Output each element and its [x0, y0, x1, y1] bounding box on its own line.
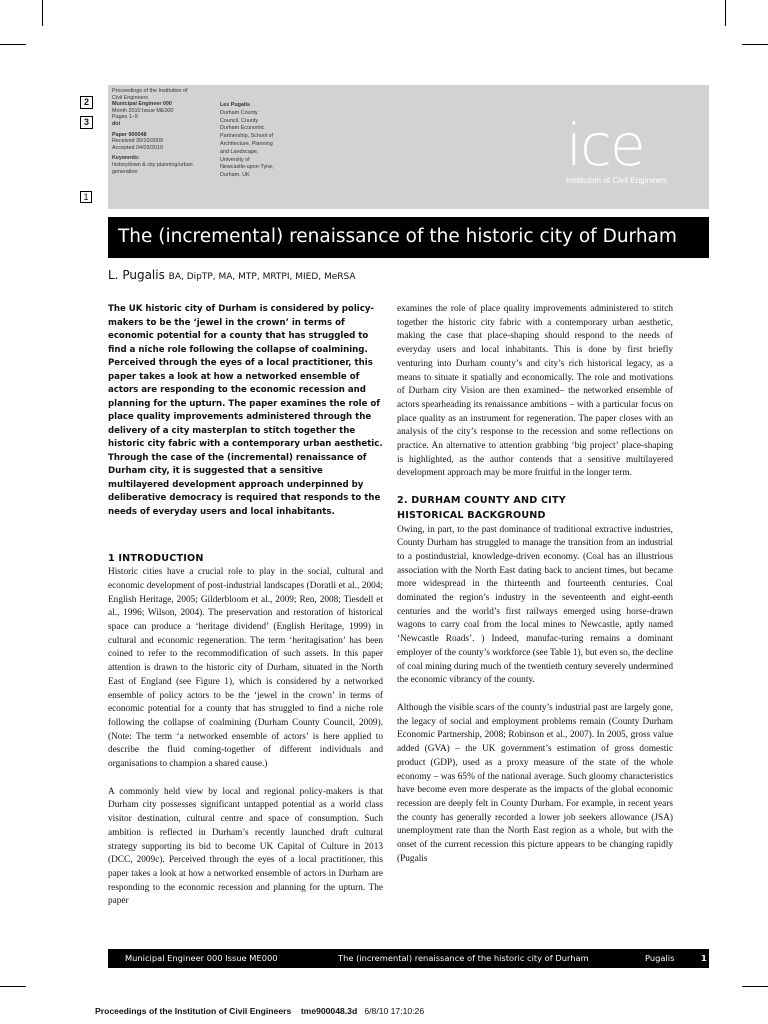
accepted-date: Accepted 04/03/2010 — [112, 144, 163, 151]
crop-mark — [742, 44, 768, 45]
issue-line: Month 2010 Issue ME000 — [112, 107, 174, 114]
section-heading: 1 INTRODUCTION — [108, 553, 204, 564]
received-date: Received 30/10/2009 — [112, 138, 163, 145]
journal-name: Municipal Engineer 000 — [112, 101, 172, 108]
article-metadata — [112, 88, 208, 175]
slug-datetime: 6/8/10 17:10:26 — [364, 1006, 425, 1016]
author-line — [108, 268, 356, 282]
author-credentials: BA, DipTP, MA, MTP, MRTPI, MIED, MeRSA — [168, 272, 356, 282]
crop-mark — [0, 44, 26, 45]
affiliation-line: Durham Economic — [220, 125, 265, 132]
affiliation-line: and Landscape, — [220, 148, 259, 155]
paragraph: Historic cities have a crucial role to play in the social, cultural and economic development of post-industrial landscapes (Doratli et al., 2004; English Heritage, 2005; Gilderbloom et al., 2009; Ren, 2008; Tiesdell et al., 1996; Wilson, 2004). The preservation and restoration of historical space can produce a ‘heritage dividend’ (English Heritage, 1999) in cultural and economic regeneration. The term ‘heritagisation’ has been coined to refer to the recommodification of such assets. In this paper attention is drawn to the historic city of Durham, situated in the North East of England (see Figure 1), which is considered by a networked ensemble of policy actors to be the ‘jewel in the crown’ in terms of economic potential for a county that has struggled to find a niche role following the collapse of coalmining (Durham County Council, 2009). (Note: The term ‘a networked ensemble of actors’ is here applied to describe the fluid coming-together of different individuals and organisations to champion a shared cause.) — [108, 567, 383, 770]
proceedings-line-2: Civil Engineers — [112, 94, 148, 101]
logo-subtitle: Institution of Civil Engineers — [566, 176, 668, 185]
affiliation-line: Newcastle-upon-Tyne, — [220, 164, 274, 171]
paragraph: examines the role of place quality improvements administered to stitch together the historic city fabric with a contemporary urban aesthetic, making the case that place-shaping should respond to the needs of everyday users and local inhabitants. This is done by first briefly venturing into Durham county’s and city’s rich historical legacy, as a means to situate it spatially and economically. The role and motivations of Durham city Vision are then examined– the networked ensemble of actors spearheading its renaissance ambitions – with a particular focus on place quality as an instrument for regeneration. The paper closes with an analysis of the city’s response to the recession and some reflections on practice. An alternative to attention grabbing ‘big project’ place-shaping is highlighted, as the author contends that a sensitive multilayered development approach may be more fruitful in the longer term. — [397, 304, 673, 479]
margin-marker: 2 — [80, 96, 93, 109]
crop-mark — [42, 0, 43, 26]
doi-line: doi — [112, 120, 121, 127]
footer-journal: Municipal Engineer 000 Issue ME000 — [125, 953, 278, 963]
crop-mark — [742, 986, 768, 987]
affiliation-line: Durham County — [220, 109, 258, 116]
margin-marker: 3 — [80, 116, 93, 129]
keywords-label: Keywords: — [112, 155, 140, 162]
slug-proceedings: Proceedings of the Institution of Civil Engineers — [95, 1006, 292, 1016]
paragraph: Owing, in part, to the past dominance of traditional extractive industries, County Durham has struggled to manage the transition from an industrial to a postindustrial, knowledge-driven economy. (Coal has an illustrious association with the North East dating back to ancient times, but became more widespread in the thirteenth and fourteenth centuries. Coal dominated the region’s industry in the seventeenth and eight-eenth centuries and the world’s first railways emerged using horse-drawn wagons to carry coal from the local mines to Newcastle, aptly named ‘Newcastle Roads’. ) Indeed, manufac-turing remains a dominant employer of the county’s workforce (see Table 1), but even so, the decline of coal mining during much of the twentieth century severely undermined the economic vibrancy of the county. — [397, 524, 673, 686]
author-affiliation — [220, 102, 300, 180]
footer-title: The (incremental) renaissance of the historic city of Durham — [338, 953, 589, 963]
affiliation-line: University of — [220, 156, 250, 163]
ice-logo — [566, 111, 694, 185]
slug-file: tme900048.3d — [300, 1006, 358, 1016]
pages-line: Pages 1–9 — [112, 114, 138, 121]
logo-wordmark: ice — [566, 111, 644, 179]
abstract: The UK historic city of Durham is considered by policy-makers to be the ‘jewel in the crown’ in terms of economic potential for a county that has struggled to find a niche role following the collapse of coalmining. Perceived through the eyes of a local practitioner, this paper takes a look at how a networked ensemble of actors are responding to the economic recession and planning for the upturn. The paper examines the role of place quality improvements administered through the delivery of a city masterplan to stitch together the historic city fabric with a contemporary urban aesthetic. Through the case of the (incremental) renaissance of Durham city, it is suggested that a sensitive multilayered development approach underpinned by deliberative democracy is required that responds to the needs of everyday users and local inhabitants. — [108, 304, 383, 517]
affiliation-line: Council, County — [220, 117, 259, 124]
footer-author: Pugalis — [645, 953, 675, 963]
affiliation-line: Durham, UK — [220, 172, 250, 179]
right-column — [397, 303, 673, 866]
paragraph: Although the visible scars of the county’s industrial past are largely gone, the legacy of social and employment problems remain (County Durham Economic Partnership, 2008; Robinson et al., 2007). In 2005, gross value added (GVA) – the UK government’s estimation of gross domestic product (GDP), used as a proxy measure of the state of the whole economy – was 65% of the national average. Such gloomy characteristics have become even more desperate as the impacts of the global economic recession are deeply felt in County Durham. For example, in recent years the county has generally recorded a lower job seekers allowance (JSA) unemployment rate than the North East region as a whole, but with the onset of the current recession this picture appears to be changing rapidly (Pugalis — [397, 702, 673, 864]
keywords-line-2: generation — [112, 168, 138, 175]
crop-mark — [725, 0, 726, 26]
print-slug — [95, 1006, 424, 1016]
paragraph: A commonly held view by local and regional policy-makers is that Durham city possesses significant untapped potential as a world class visitor destination, cultural centre and space of consumption. Such ambition is reflected in Durham’s recently launched draft cultural strategy supporting its bid to become UK Capital of Culture in 2013 (DCC, 2009c). Perceived through the eyes of a local practitioner, this paper takes a look at how a networked ensemble of actors in Durham are responding to the economic recession and planning for the upturn. The paper — [108, 786, 383, 907]
margin-marker: 1 — [80, 191, 92, 203]
keywords-line-1: history/town & city planning/urban — [112, 161, 193, 168]
page-number: 1 — [701, 953, 707, 963]
running-footer — [108, 949, 709, 968]
introduction-section — [108, 551, 383, 909]
paper-number: Paper 900048 — [112, 131, 147, 138]
crop-mark — [0, 986, 26, 987]
section-heading: HISTORICAL BACKGROUND — [397, 510, 546, 522]
section-heading: 2. DURHAM COUNTY AND CITY — [397, 495, 566, 507]
affiliation-line: Architecture, Planning — [220, 140, 273, 147]
author-name: L. Pugalis — [108, 268, 165, 282]
article-title: The (incremental) renaissance of the historic city of Durham — [118, 226, 677, 247]
affiliation-line: Les Pugalis — [220, 102, 250, 108]
affiliation-line: Partnership, School of — [220, 133, 274, 140]
proceedings-line-1: Proceedings of the Institution of — [112, 88, 188, 94]
